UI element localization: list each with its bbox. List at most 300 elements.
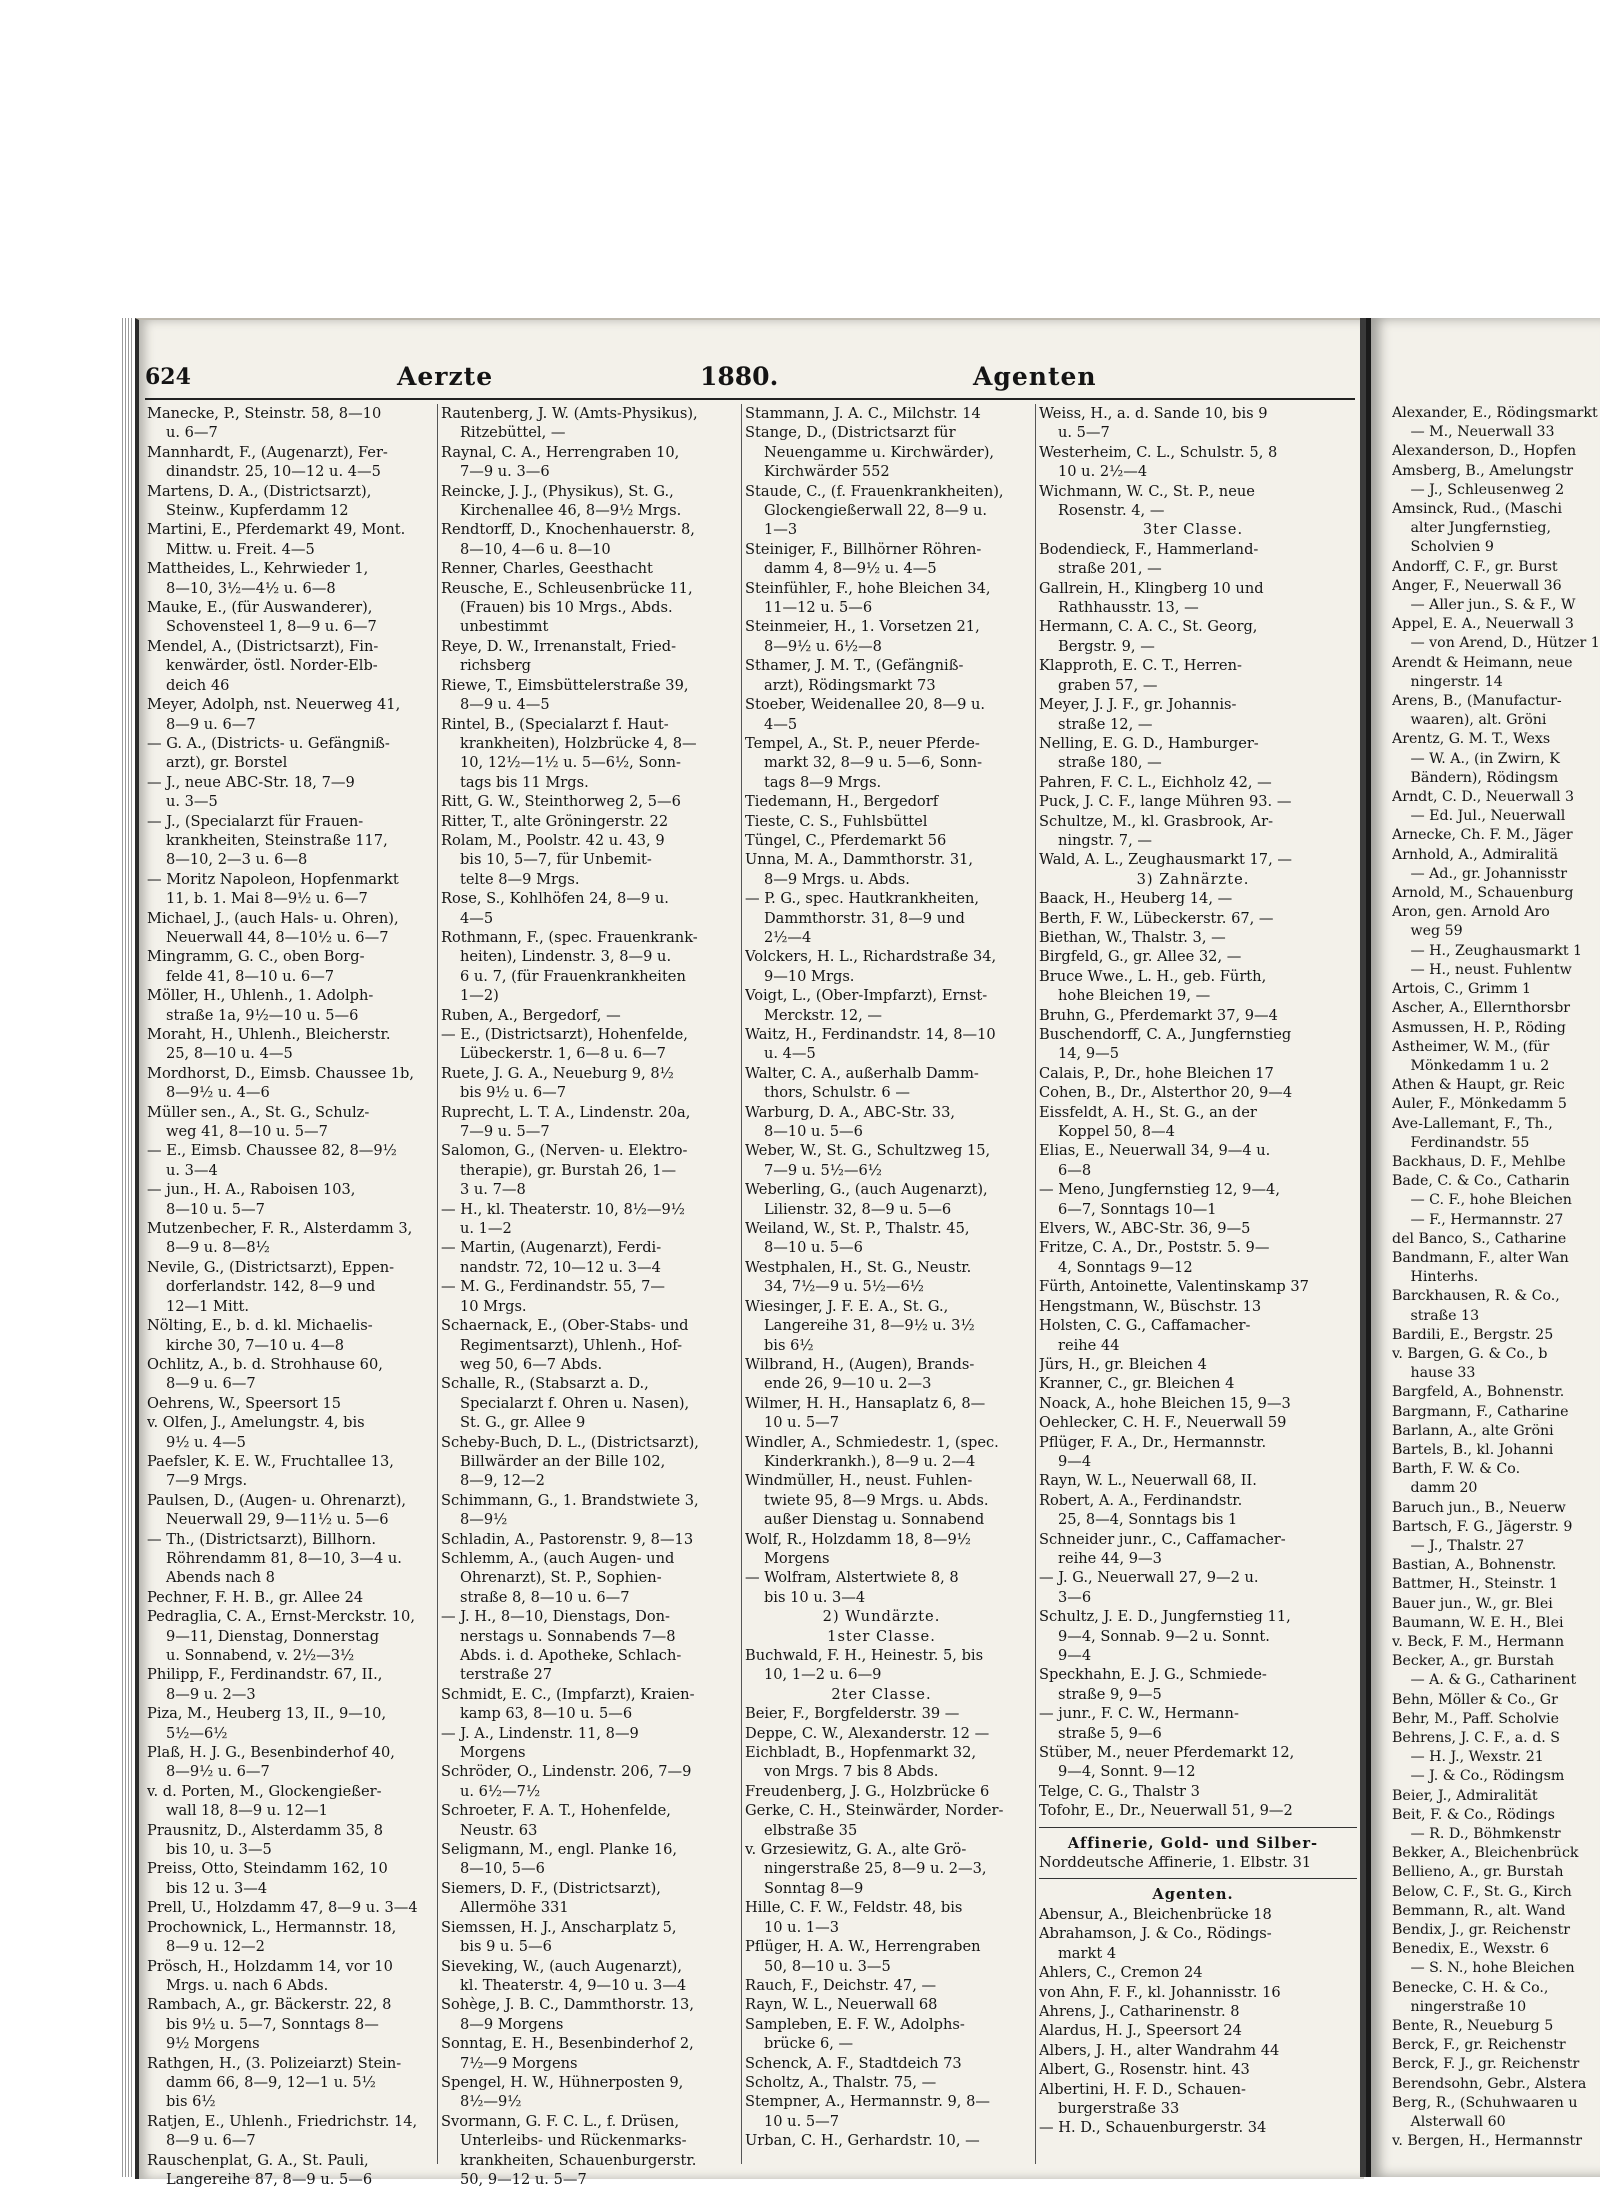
entry-continuation: Dammthorstr. 31, 8—9 und xyxy=(763,909,965,927)
entry-continuation: u. 6½—7½ xyxy=(459,1782,541,1800)
entry-continuation: — Aller jun., S. & F., W xyxy=(1410,597,1576,614)
entry-continuation: 8½—9½ xyxy=(459,2093,522,2111)
directory-entry: Ruben, A., Bergedorf, — xyxy=(441,1006,621,1024)
directory-entry: Norddeutsche Affinerie, 1. Elbstr. 31 xyxy=(1039,1854,1312,1872)
entry-continuation: u. 5—7 xyxy=(1057,424,1110,442)
directory-column-2 xyxy=(441,404,724,2189)
entry-continuation: bis 6½ xyxy=(165,2093,216,2111)
entry-continuation: 3 u. 7—8 xyxy=(459,1181,526,1199)
entry-continuation: straße 5, 9—6 xyxy=(1057,1724,1162,1742)
directory-entry: Steinfühler, F., hohe Bleichen 34, xyxy=(745,579,991,597)
directory-entry: v. Beck, F. M., Hermann xyxy=(1392,1634,1565,1650)
directory-entry: Paefsler, K. E. W., Fruchtallee 13, xyxy=(147,1452,394,1470)
directory-entry: Arndt, C. D., Neuerwall 3 xyxy=(1392,789,1575,806)
entry-continuation: 8—10, 3½—4½ u. 6—8 xyxy=(165,579,336,597)
directory-entry: Unna, M. A., Dammthorstr. 31, xyxy=(745,851,974,869)
entry-continuation: — A. & G., Catharinent xyxy=(1410,1672,1577,1689)
section-heading: 3ter Classe. xyxy=(1142,521,1244,539)
directory-entry: Ruprecht, L. T. A., Lindenstr. 20a, xyxy=(441,1103,691,1121)
entry-continuation: 10 u. 2½—4 xyxy=(1057,463,1148,481)
directory-entry: Battmer, H., Steinstr. 1 xyxy=(1392,1576,1559,1593)
entry-continuation: — J., Thalstr. 27 xyxy=(1410,1537,1525,1554)
entry-continuation: 6—8 xyxy=(1057,1161,1092,1179)
directory-entry: Baumann, W. E. H., Blei xyxy=(1392,1614,1564,1631)
directory-entry: del Banco, S., Catharine xyxy=(1392,1230,1567,1247)
directory-entry: Albers, J. H., alter Wandrahm 44 xyxy=(1039,2041,1280,2059)
year: 1880. xyxy=(700,362,779,391)
directory-entry: Weber, W., St. G., Schultzweg 15, xyxy=(745,1142,991,1160)
entry-continuation: Bändern), Rödingsm xyxy=(1410,769,1559,786)
entry-continuation: straße 9, 9—5 xyxy=(1057,1685,1162,1703)
entry-continuation: straße 1a, 9½—10 u. 5—6 xyxy=(165,1006,359,1024)
directory-entry: Baack, H., Heuberg 14, — xyxy=(1039,890,1233,908)
entry-continuation: weg 59 xyxy=(1410,923,1463,940)
directory-entry: Beier, J., Admiralität xyxy=(1392,1787,1538,1804)
entry-continuation: terstraße 27 xyxy=(459,1666,553,1684)
directory-entry: Kranner, C., gr. Bleichen 4 xyxy=(1039,1375,1235,1393)
directory-entry: Schlemm, A., (auch Augen- und xyxy=(441,1549,675,1567)
entry-continuation: felde 41, 8—10 u. 6—7 xyxy=(165,967,335,985)
directory-entry: Schalle, R., (Stabsarzt a. D., xyxy=(441,1375,649,1393)
directory-entry: Berg, R., (Schuhwaaren u xyxy=(1392,2094,1578,2111)
directory-entry: Rambach, A., gr. Bäckerstr. 22, 8 xyxy=(147,1996,392,2014)
directory-entry: Scholtz, A., Thalstr. 75, — xyxy=(745,2073,937,2091)
directory-entry: Alardus, H. J., Speersort 24 xyxy=(1039,2022,1242,2040)
entry-continuation: nerstags u. Sonnabends 7—8 xyxy=(459,1627,676,1645)
entry-continuation: twiete 95, 8—9 Mrgs. u. Abds. xyxy=(763,1491,989,1509)
entry-continuation: — Ad., gr. Johannisstr xyxy=(1410,865,1568,882)
directory-entry: Asmussen, H. P., Röding xyxy=(1392,1019,1566,1036)
directory-entry: — J. A., Lindenstr. 11, 8—9 xyxy=(441,1724,639,1742)
directory-entry: Pahren, F. C. L., Eichholz 42, — xyxy=(1039,773,1272,791)
entry-continuation: u. 3—5 xyxy=(165,793,218,811)
left-running-title: Aerzte xyxy=(397,362,494,391)
directory-entry: Steiniger, F., Billhörner Röhren- xyxy=(745,540,982,558)
directory-entry: Arnecke, Ch. F. M., Jäger xyxy=(1392,827,1573,844)
directory-entry: Philipp, F., Ferdinandstr. 67, II., xyxy=(147,1666,383,1684)
right-running-title: Agenten xyxy=(973,362,1097,391)
entry-continuation: Scholvien 9 xyxy=(1410,539,1494,556)
directory-entry: Barlann, A., alte Gröni xyxy=(1392,1422,1554,1439)
entry-continuation: Allermöhe 331 xyxy=(459,1899,569,1917)
directory-entry: Rayn, W. L., Neuerwall 68 xyxy=(745,1996,938,2014)
directory-entry: Ahrens, J., Catharinenstr. 8 xyxy=(1039,2002,1240,2020)
directory-entry: Paulsen, D., (Augen- u. Ohrenarzt), xyxy=(147,1491,407,1509)
directory-entry: Seligmann, M., engl. Planke 16, xyxy=(441,1841,678,1859)
directory-entry: — Moritz Napoleon, Hopfenmarkt xyxy=(147,870,399,888)
entry-continuation: nandstr. 72, 10—12 u. 3—4 xyxy=(459,1258,661,1276)
entry-continuation: weg 41, 8—10 u. 5—7 xyxy=(165,1123,328,1141)
entry-continuation: 9—11, Dienstag, Donnerstag xyxy=(165,1627,380,1645)
directory-entry: Berck, F., gr. Reichenstr xyxy=(1392,2037,1566,2054)
entry-continuation: arzt), Rödingsmarkt 73 xyxy=(763,676,936,694)
directory-entry: Bekker, A., Bleichenbrück xyxy=(1392,1845,1579,1862)
directory-entry: — Martin, (Augenarzt), Ferdi- xyxy=(441,1239,662,1257)
entry-continuation: bis 10, 5—7, für Unbemit- xyxy=(459,851,652,869)
entry-continuation: 8—9½ u. 6—7 xyxy=(165,1763,270,1781)
entry-continuation: Lilienstr. 32, 8—9 u. 5—6 xyxy=(763,1200,952,1218)
directory-entry: Reye, D. W., Irrenanstalt, Fried- xyxy=(441,637,677,655)
entry-continuation: krankheiten), Holzbrücke 4, 8— xyxy=(459,734,697,752)
entry-continuation: Ferdinandstr. 55 xyxy=(1410,1134,1530,1151)
directory-entry: Stempner, A., Hermannstr. 9, 8— xyxy=(745,2093,990,2111)
entry-continuation: Morgens xyxy=(763,1549,830,1567)
directory-entry: Renner, Charles, Geesthacht xyxy=(441,560,653,578)
entry-continuation: Neuengamme u. Kirchwärder), xyxy=(763,443,995,461)
entry-continuation: straße 180, — xyxy=(1057,754,1162,772)
entry-continuation: Hinterhs. xyxy=(1410,1269,1479,1286)
entry-continuation: — S. N., hohe Bleichen xyxy=(1410,1960,1575,1977)
entry-continuation: 8—9 u. 2—3 xyxy=(165,1685,256,1703)
entry-continuation: bis 9½ u. 6—7 xyxy=(459,1084,567,1102)
directory-entry: Rauch, F., Deichstr. 47, — xyxy=(745,1976,937,1994)
directory-entry: Ahlers, C., Cremon 24 xyxy=(1039,1964,1203,1982)
entry-continuation: kenwärder, östl. Norder-Elb- xyxy=(165,657,378,675)
directory-entry: Sonntag, E. H., Besenbinderhof 2, xyxy=(441,2035,694,2053)
directory-entry: Rintel, B., (Specialarzt f. Haut- xyxy=(441,715,669,733)
entry-continuation: heiten), Lindenstr. 3, 8—9 u. xyxy=(459,948,672,966)
directory-entry: Prösch, H., Holzdamm 14, vor 10 xyxy=(147,1957,393,1975)
entry-continuation: kirche 30, 7—10 u. 4—8 xyxy=(165,1336,345,1354)
entry-continuation: Abends nach 8 xyxy=(165,1569,275,1587)
entry-continuation: Kirchenallee 46, 8—9½ Mrgs. xyxy=(459,502,682,520)
directory-entry: Bandmann, F., alter Wan xyxy=(1392,1249,1569,1266)
entry-continuation: 8—10, 4—6 u. 8—10 xyxy=(459,540,611,558)
directory-entry: Weberling, G., (auch Augenarzt), xyxy=(745,1181,988,1199)
entry-continuation: kl. Theaterstr. 4, 9—10 u. 3—4 xyxy=(459,1976,687,1994)
directory-entry: — P. G., spec. Hautkrankheiten, xyxy=(745,890,980,908)
directory-entry: Oehlecker, C. H. F., Neuerwall 59 xyxy=(1039,1414,1287,1432)
entry-continuation: 7—9 u. 3—6 xyxy=(459,463,550,481)
directory-entry: Baruch jun., B., Neuerw xyxy=(1392,1499,1566,1516)
entry-continuation: Glockengießerwall 22, 8—9 u. xyxy=(763,502,987,520)
header-rule xyxy=(145,398,1355,400)
directory-entry: Mannhardt, F., (Augenarzt), Fer- xyxy=(147,443,388,461)
directory-entry: Rathgen, H., (3. Polizeiarzt) Stein- xyxy=(147,2054,402,2072)
entry-continuation: damm 66, 8—9, 12—1 u. 5½ xyxy=(165,2073,376,2091)
entry-continuation: — J. & Co., Rödingsm xyxy=(1410,1768,1565,1785)
directory-entry: Piza, M., Heuberg 13, II., 9—10, xyxy=(147,1705,387,1723)
entry-continuation: 9—4, Sonnt. 9—12 xyxy=(1057,1763,1196,1781)
entry-continuation: von Mrgs. 7 bis 8 Abds. xyxy=(763,1763,939,1781)
entry-continuation: 4—5 xyxy=(459,909,494,927)
directory-entry: Birgfeld, G., gr. Allee 32, — xyxy=(1039,948,1242,966)
entry-continuation: — H., Zeughausmarkt 1 xyxy=(1410,942,1583,959)
section-heading: 2) Wundärzte. xyxy=(822,1608,941,1626)
entry-continuation: bis 12 u. 3—4 xyxy=(165,1879,268,1897)
directory-entry: Scheby-Buch, D. L., (Districtsarzt), xyxy=(441,1433,699,1451)
directory-entry: Pflüger, F. A., Dr., Hermannstr. xyxy=(1039,1433,1267,1451)
category-heading: Agenten. xyxy=(1152,1886,1234,1904)
directory-column-1 xyxy=(147,404,430,2189)
directory-entry: Schladin, A., Pastorenstr. 9, 8—13 xyxy=(441,1530,694,1548)
entry-continuation: Neuerwall 44, 8—10½ u. 6—7 xyxy=(165,928,389,946)
directory-entry: — E., (Districtsarzt), Hohenfelde, xyxy=(441,1026,688,1043)
directory-entry: Prochownick, L., Hermannstr. 18, xyxy=(147,1918,397,1936)
directory-entry: — E., Eimsb. Chaussee 82, 8—9½ xyxy=(147,1142,397,1160)
entry-continuation: bis 10 u. 3—4 xyxy=(763,1588,866,1606)
directory-entry: Bente, R., Neueburg 5 xyxy=(1392,2018,1554,2035)
entry-continuation: Schovensteel 1, 8—9 u. 6—7 xyxy=(165,618,377,636)
entry-continuation: damm 20 xyxy=(1410,1480,1478,1497)
directory-entry: Salomon, G., (Nerven- u. Elektro- xyxy=(441,1142,688,1160)
directory-entry: Auler, F., Mönkedamm 5 xyxy=(1392,1096,1567,1113)
directory-entry: v. Bargen, G. & Co., b xyxy=(1392,1345,1548,1362)
directory-entry: Astheimer, W. M., (für xyxy=(1392,1038,1550,1055)
directory-entry: Rautenberg, J. W. (Amts-Physikus), xyxy=(441,405,698,422)
directory-entry: Hermann, C. A. C., St. Georg, xyxy=(1039,618,1258,636)
entry-continuation: elbstraße 35 xyxy=(763,1821,858,1839)
directory-entry: Martens, D. A., (Districtsarzt), xyxy=(147,482,372,500)
entry-continuation: Abds. i. d. Apotheke, Schlach- xyxy=(459,1647,682,1664)
directory-entry: Walter, C. A., außerhalb Damm- xyxy=(745,1064,979,1082)
directory-entry: Tieste, C. S., Fuhlsbüttel xyxy=(745,812,928,830)
entry-continuation: 10, 1—2 u. 6—9 xyxy=(763,1666,882,1684)
directory-entry: Schaernack, E., (Ober-Stabs- und xyxy=(441,1317,689,1335)
directory-entry: Wald, A. L., Zeughausmarkt 17, — xyxy=(1039,851,1292,869)
entry-continuation: 9½ u. 4—5 xyxy=(165,1433,246,1451)
directory-entry: — J. G., Neuerwall 27, 9—2 u. xyxy=(1039,1569,1259,1587)
directory-entry: Stüber, M., neuer Pferdemarkt 12, xyxy=(1039,1744,1295,1762)
directory-entry: Arentz, G. M. T., Wexs xyxy=(1392,731,1551,748)
entry-continuation: 10 Mrgs. xyxy=(459,1297,527,1315)
entry-continuation: — J., Schleusenweg 2 xyxy=(1410,481,1565,498)
entry-continuation: wall 18, 8—9 u. 12—1 xyxy=(165,1802,328,1820)
directory-entry: — M. G., Ferdinandstr. 55, 7— xyxy=(441,1278,666,1296)
directory-entry: Raynal, C. A., Herrengraben 10, xyxy=(441,443,680,461)
directory-entry: Manecke, P., Steinstr. 58, 8—10 xyxy=(147,405,382,422)
directory-entry: — J., neue ABC-Str. 18, 7—9 xyxy=(147,773,355,791)
directory-entry: Freudenberg, J. G., Holzbrücke 6 xyxy=(745,1782,990,1800)
entry-continuation: — H. J., Wexstr. 21 xyxy=(1410,1749,1544,1766)
directory-entry: Schultze, M., kl. Grasbrook, Ar- xyxy=(1039,812,1274,830)
directory-entry: Bardili, E., Bergstr. 25 xyxy=(1392,1326,1554,1343)
directory-entry: Mordhorst, D., Eimsb. Chaussee 1b, xyxy=(147,1064,415,1082)
category-heading: Affinerie, Gold- und Silber- xyxy=(1067,1834,1319,1852)
directory-entry: Robert, A. A., Ferdinandstr. xyxy=(1039,1491,1243,1509)
entry-continuation: — H., neust. Fuhlentw xyxy=(1410,961,1572,978)
directory-entry: Pedraglia, C. A., Ernst-Merckstr. 10, xyxy=(147,1608,415,1626)
section-heading: 3) Zahnärzte. xyxy=(1136,870,1250,888)
entry-continuation: 7—9 u. 5½—6½ xyxy=(763,1161,882,1179)
directory-entry: Albertini, H. F. D., Schauen- xyxy=(1039,2080,1246,2098)
directory-entry: Appel, E. A., Neuerwall 3 xyxy=(1392,616,1574,633)
entry-continuation: krankheiten, Schauenburgerstr. xyxy=(459,2151,697,2169)
section-divider xyxy=(1039,1878,1357,1885)
directory-entry: Bellieno, A., gr. Burstah xyxy=(1392,1864,1564,1881)
directory-entry: — J. H., 8—10, Dienstags, Don- xyxy=(441,1608,670,1626)
directory-entry: Barth, F. W. & Co. xyxy=(1392,1461,1521,1478)
entry-continuation: 8—9 Morgens xyxy=(459,2015,564,2033)
directory-entry: Wolf, R., Holzdamm 18, 8—9½ xyxy=(745,1530,971,1548)
next-page-column xyxy=(1392,404,1600,2151)
directory-entry: Rothmann, F., (spec. Frauenkrank- xyxy=(441,928,698,946)
directory-entry: Sohège, J. B. C., Dammthorstr. 13, xyxy=(441,1996,694,2014)
directory-entry: Müller sen., A., St. G., Schulz- xyxy=(147,1103,370,1121)
entry-continuation: ende 26, 9—10 u. 2—3 xyxy=(763,1375,932,1393)
directory-entry: Bruce Wwe., L. H., geb. Fürth, xyxy=(1039,967,1267,985)
directory-entry: Rolam, M., Poolstr. 42 u. 43, 9 xyxy=(441,831,665,849)
directory-entry: Bastian, A., Bohnenstr. xyxy=(1392,1557,1557,1574)
entry-continuation: 7—9 u. 5—7 xyxy=(459,1123,550,1141)
entry-continuation: reihe 44 xyxy=(1057,1336,1120,1354)
entry-continuation: 1—2) xyxy=(459,987,499,1005)
directory-entry: Stange, D., (Districtsarzt für xyxy=(745,424,956,442)
entry-continuation: 6—7, Sonntags 10—1 xyxy=(1057,1200,1217,1218)
entry-continuation: dinandstr. 25, 10—12 u. 4—5 xyxy=(165,463,381,481)
directory-entry: Wilbrand, H., (Augen), Brands- xyxy=(745,1355,975,1373)
directory-entry: — Meno, Jungfernstieg 12, 9—4, xyxy=(1039,1181,1280,1199)
entry-continuation: 8—9 u. 4—5 xyxy=(459,696,550,714)
entry-continuation: 8—9½ u. 4—6 xyxy=(165,1084,270,1102)
entry-continuation: Langereihe 31, 8—9½ u. 3½ xyxy=(763,1317,975,1335)
directory-entry: Anger, F., Neuerwall 36 xyxy=(1392,577,1562,594)
entry-continuation: 25, 8—10 u. 4—5 xyxy=(165,1045,293,1063)
directory-entry: Bargfeld, A., Bohnenstr. xyxy=(1392,1384,1565,1401)
entry-continuation: u. 3—4 xyxy=(165,1161,218,1179)
entry-continuation: 8—9½ xyxy=(459,1511,508,1529)
entry-continuation: arzt), gr. Borstel xyxy=(165,754,288,772)
directory-entry: Weiss, H., a. d. Sande 10, bis 9 xyxy=(1039,405,1268,422)
directory-entry: Alexanderson, D., Hopfen xyxy=(1392,443,1577,460)
directory-entry: Bartsch, F. G., Jägerstr. 9 xyxy=(1392,1518,1573,1535)
directory-entry: Barckhausen, R. & Co., xyxy=(1392,1288,1560,1305)
directory-entry: — jun., H. A., Raboisen 103, xyxy=(147,1181,356,1199)
entry-continuation: u. 4—5 xyxy=(763,1045,816,1063)
directory-entry: Schneider junr., C., Caffamacher- xyxy=(1039,1530,1286,1548)
directory-entry: Staude, C., (f. Frauenkrankheiten), xyxy=(745,482,1004,500)
directory-entry: Reusche, E., Schleusenbrücke 11, xyxy=(441,579,693,597)
entry-continuation: unbestimmt xyxy=(459,618,549,636)
directory-entry: Weiland, W., St. P., Thalstr. 45, xyxy=(745,1220,970,1238)
directory-entry: Abensur, A., Bleichenbrücke 18 xyxy=(1039,1905,1272,1923)
directory-entry: Siemers, D. F., (Districtsarzt), xyxy=(441,1879,661,1897)
directory-entry: Meyer, J. J. F., gr. Johannis- xyxy=(1039,696,1237,714)
entry-continuation: Rathhausstr. 13, — xyxy=(1057,599,1199,617)
entry-continuation: 8—10 u. 5—7 xyxy=(165,1200,265,1218)
directory-entry: Tiedemann, H., Bergedorf xyxy=(745,793,939,811)
directory-entry: Eissfeldt, A. H., St. G., an der xyxy=(1039,1103,1257,1121)
entry-continuation: Alsterwall 60 xyxy=(1410,2114,1506,2131)
directory-entry: — J., (Specialarzt für Frauen- xyxy=(147,812,364,830)
directory-entry: Waitz, H., Ferdinandstr. 14, 8—10 xyxy=(745,1026,996,1043)
entry-continuation: 3—6 xyxy=(1057,1588,1092,1606)
entry-continuation: Regimentsarzt), Uhlenh., Hof- xyxy=(459,1336,683,1354)
directory-entry: Windler, A., Schmiedestr. 1, (spec. xyxy=(745,1433,999,1451)
directory-entry: Schimmann, G., 1. Brandstwiete 3, xyxy=(441,1491,699,1509)
directory-entry: Amsinck, Rud., (Maschi xyxy=(1392,501,1563,518)
directory-entry: Bargmann, F., Catharine xyxy=(1392,1403,1569,1420)
entry-continuation: — R. D., Böhmkenstr xyxy=(1410,1826,1561,1843)
entry-continuation: weg 50, 6—7 Abds. xyxy=(459,1355,603,1373)
directory-entry: Backhaus, D. F., Mehlbe xyxy=(1392,1153,1566,1170)
directory-entry: Michael, J., (auch Hals- u. Ohren), xyxy=(147,909,399,927)
directory-entry: v. d. Porten, M., Glockengießer- xyxy=(147,1782,382,1800)
entry-continuation: burgerstraße 33 xyxy=(1057,2099,1180,2117)
entry-continuation: ningstr. 7, — xyxy=(1057,831,1152,849)
directory-entry: Gallrein, H., Klingberg 10 und xyxy=(1039,579,1264,597)
directory-entry: Arens, B., (Manufactur- xyxy=(1392,693,1562,710)
page-header xyxy=(145,362,1360,398)
directory-entry: Arnold, M., Schauenburg xyxy=(1392,885,1574,902)
directory-entry: Oehrens, W., Speersort 15 xyxy=(147,1394,342,1412)
directory-entry: — H., kl. Theaterstr. 10, 8½—9½ xyxy=(441,1200,685,1218)
directory-entry: Tüngel, C., Pferdemarkt 56 xyxy=(745,831,947,849)
directory-entry: Arendt & Heimann, neue xyxy=(1392,654,1573,671)
directory-entry: Ochlitz, A., b. d. Strohhause 60, xyxy=(147,1355,383,1373)
entry-continuation: deich 46 xyxy=(165,676,230,694)
entry-continuation: — F., Hermannstr. 27 xyxy=(1410,1211,1564,1228)
entry-continuation: tags 8—9 Mrgs. xyxy=(763,773,882,791)
entry-continuation: ningerstraße 10 xyxy=(1410,1998,1527,2015)
entry-continuation: 8—10, 5—6 xyxy=(459,1860,545,1878)
directory-entry: Beier, F., Borgfelderstr. 39 — xyxy=(745,1705,960,1723)
directory-entry: Berendsohn, Gebr., Alstera xyxy=(1392,2075,1587,2092)
section-heading: 2ter Classe. xyxy=(831,1685,932,1703)
entry-continuation: 10 u. 5—7 xyxy=(763,2112,840,2130)
book-page-edges xyxy=(122,318,132,2177)
entry-continuation: Mrgs. u. nach 6 Abds. xyxy=(165,1976,329,1994)
entry-continuation: Mittw. u. Freit. 4—5 xyxy=(165,540,315,558)
directory-entry: Mutzenbecher, F. R., Alsterdamm 3, xyxy=(147,1220,413,1238)
directory-entry: Berth, F. W., Lübeckerstr. 67, — xyxy=(1039,909,1274,927)
directory-entry: Nevile, G., (Districtsarzt), Eppen- xyxy=(147,1258,395,1276)
entry-continuation: krankheiten, Steinstraße 117, xyxy=(165,831,388,849)
entry-continuation: 8—9 u. 8—8½ xyxy=(165,1239,270,1257)
directory-entry: Westphalen, H., St. G., Neustr. xyxy=(745,1258,972,1276)
directory-entry: Siemssen, H. J., Anscharplatz 5, xyxy=(441,1918,677,1936)
entry-continuation: Neustr. 63 xyxy=(459,1821,538,1839)
directory-entry: v. Grzesiewitz, G. A., alte Grö- xyxy=(745,1841,967,1859)
directory-entry: Elvers, W., ABC-Str. 36, 9—5 xyxy=(1039,1220,1251,1238)
directory-entry: Volckers, H. L., Richardstraße 34, xyxy=(745,948,997,966)
entry-continuation: 10 u. 5—7 xyxy=(763,1414,840,1432)
directory-entry: Steinmeier, H., 1. Vorsetzen 21, xyxy=(745,618,980,636)
directory-entry: Svormann, G. F. C. L., f. Drüsen, xyxy=(441,2112,680,2130)
entry-continuation: straße 201, — xyxy=(1057,560,1162,578)
entry-continuation: Steinw., Kupferdamm 12 xyxy=(165,502,349,520)
entry-continuation: graben 57, — xyxy=(1057,676,1158,694)
entry-continuation: hohe Bleichen 19, — xyxy=(1057,987,1211,1005)
directory-entry: Plaß, H. J. G., Besenbinderhof 40, xyxy=(147,1744,395,1762)
directory-entry: Klapproth, E. C. T., Herren- xyxy=(1039,657,1242,675)
column-rule xyxy=(741,404,742,2164)
entry-continuation: Billwärder an der Bille 102, xyxy=(459,1452,666,1470)
directory-entry: Beit, F. & Co., Rödings xyxy=(1392,1806,1555,1823)
directory-entry: Bendix, J., gr. Reichenstr xyxy=(1392,1922,1571,1939)
entry-continuation: 8—10 u. 5—6 xyxy=(763,1239,863,1257)
entry-continuation: 10 u. 1—3 xyxy=(763,1918,840,1936)
directory-entry: Sthamer, J. M. T., (Gefängniß- xyxy=(745,657,964,675)
entry-continuation: 4, Sonntags 9—12 xyxy=(1057,1258,1193,1276)
entry-continuation: 50, 9—12 u. 5—7 xyxy=(459,2170,587,2188)
entry-continuation: damm 4, 8—9½ u. 4—5 xyxy=(763,560,937,578)
directory-entry: Telge, C. G., Thalstr 3 xyxy=(1039,1782,1200,1800)
entry-continuation: 8—9 Mrgs. u. Abds. xyxy=(763,870,910,888)
entry-continuation: straße 12, — xyxy=(1057,715,1153,733)
directory-entry: Nelling, E. G. D., Hamburger- xyxy=(1039,734,1259,752)
directory-entry: Ruete, J. G. A., Neueburg 9, 8½ xyxy=(441,1064,674,1082)
entry-continuation: bis 9 u. 5—6 xyxy=(459,1938,552,1956)
directory-entry: Wichmann, W. C., St. P., neue xyxy=(1039,482,1255,500)
entry-continuation: 7—9 Mrgs. xyxy=(165,1472,248,1490)
directory-entry: Windmüller, H., neust. Fuhlen- xyxy=(745,1472,973,1490)
entry-continuation: (Frauen) bis 10 Mrgs., Abds. xyxy=(459,599,673,617)
directory-entry: Mingramm, G. C., oben Borg- xyxy=(147,948,365,966)
scan-margin xyxy=(0,318,135,2177)
directory-entry: Noack, A., hohe Bleichen 15, 9—3 xyxy=(1039,1394,1291,1412)
entry-continuation: 9—4 xyxy=(1057,1452,1092,1470)
